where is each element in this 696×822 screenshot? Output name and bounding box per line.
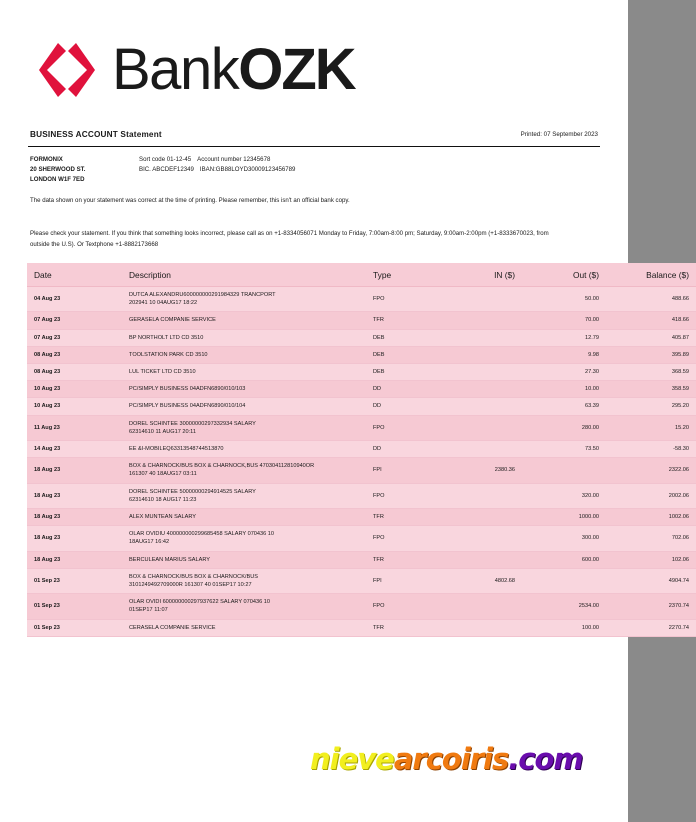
- cell-date: 11 Aug 23: [27, 415, 111, 440]
- cell-out: 12.79: [522, 329, 606, 346]
- cell-date: 18 Aug 23: [27, 458, 111, 483]
- cell-type: FPI: [366, 568, 440, 593]
- cell-date: 14 Aug 23: [27, 441, 111, 458]
- cell-date: 04 Aug 23: [27, 287, 111, 312]
- cell-in: [440, 619, 522, 636]
- cell-balance: 2370.74: [606, 594, 696, 619]
- watermark-part-2: arcoiris: [393, 742, 509, 776]
- cell-description: [111, 381, 366, 398]
- cell-out: 27.30: [522, 364, 606, 381]
- cell-out: 1000.00: [522, 509, 606, 526]
- bank-logo: [36, 37, 355, 102]
- cell-in: [440, 441, 522, 458]
- cell-out: 100.00: [522, 619, 606, 636]
- address-line-2: 20 SHERWOOD ST.: [30, 166, 86, 174]
- cell-balance: 2270.74: [606, 619, 696, 636]
- address-line-3: LONDON W1F 7ED: [30, 176, 85, 184]
- description-line-2: 161307 40 18AUG17 03:11: [129, 471, 197, 478]
- cell-type: FPO: [366, 526, 440, 551]
- description-line-2: 202941 10 04AUG17 18:22: [129, 300, 198, 307]
- cell-in: [440, 415, 522, 440]
- table-row: [27, 568, 696, 593]
- cell-date: 08 Aug 23: [27, 346, 111, 363]
- description-line-1: DOREL SCHINTEE 30000000297332934 SALARY: [129, 420, 256, 427]
- cell-date: 18 Aug 23: [27, 551, 111, 568]
- cell-out: [522, 568, 606, 593]
- cell-balance: 1002.06: [606, 509, 696, 526]
- description-line-1: BOX & CHARNOCK/BUS BOX & CHARNOCK,BUS 470304112810940OR: [129, 463, 315, 470]
- cell-type: TFR: [366, 509, 440, 526]
- cell-type: TFR: [366, 619, 440, 636]
- cell-balance: 2002.06: [606, 483, 696, 508]
- cell-type: DD: [366, 441, 440, 458]
- table-row: [27, 619, 696, 636]
- cell-description: [111, 364, 366, 381]
- cell-description: [111, 287, 366, 312]
- table-row: [27, 526, 696, 551]
- description-line-1: PC/SIMPLY BUSINESS 04ADFN6890/010/104: [129, 403, 246, 410]
- description-line-1: BERCULEAN MARIUS SALARY: [129, 556, 211, 563]
- account-number: Account number 12345678: [197, 156, 271, 163]
- cell-in: [440, 381, 522, 398]
- cell-out: 300.00: [522, 526, 606, 551]
- cell-description: [111, 329, 366, 346]
- column-header-date: Date: [27, 263, 111, 287]
- table-row: [27, 312, 696, 329]
- description-line-1: TOOLSTATION PARK CD 3510: [129, 351, 208, 358]
- description-line-2: 62314610 11 AUG17 20:11: [129, 428, 196, 435]
- table-row: [27, 364, 696, 381]
- bic-iban-line: [139, 165, 295, 175]
- description-line-2: 3101249492709000R 161307 40 01SEP17 10:27: [129, 582, 252, 589]
- cell-balance: 295.20: [606, 398, 696, 415]
- site-watermark: [310, 742, 583, 776]
- table-row: [27, 483, 696, 508]
- address-line-1: FORMONIX: [30, 156, 63, 163]
- logo-bank-text: Bank: [112, 37, 239, 102]
- table-header-row: [27, 263, 696, 287]
- description-line-1: LUL TICKET LTD CD 3510: [129, 369, 196, 376]
- cell-in: [440, 526, 522, 551]
- cell-in: [440, 398, 522, 415]
- cell-date: 18 Aug 23: [27, 509, 111, 526]
- table-row: [27, 551, 696, 568]
- cell-type: FPO: [366, 483, 440, 508]
- description-line-1: OLAR OVIDIU 400000000299685458 SALARY 070436 10: [129, 531, 275, 538]
- cell-balance: 15.20: [606, 415, 696, 440]
- cell-type: TFR: [366, 312, 440, 329]
- cell-description: [111, 415, 366, 440]
- cell-date: 01 Sep 23: [27, 594, 111, 619]
- description-line-1: BP NORTHOLT LTD CD 3510: [129, 334, 204, 341]
- cell-in: 2380.36: [440, 458, 522, 483]
- cell-type: FPO: [366, 594, 440, 619]
- iban-value: IBAN:GB88LOYD30009123456789: [199, 166, 296, 174]
- cell-description: [111, 312, 366, 329]
- cell-type: FPO: [366, 415, 440, 440]
- cell-type: DD: [366, 398, 440, 415]
- table-body: [27, 287, 696, 637]
- cell-out: 280.00: [522, 415, 606, 440]
- cell-balance: 102.06: [606, 551, 696, 568]
- cell-date: 07 Aug 23: [27, 329, 111, 346]
- cell-balance: 702.06: [606, 526, 696, 551]
- cell-description: [111, 619, 366, 636]
- description-line-2: 18AUG17 16:42: [129, 539, 170, 546]
- cell-out: 50.00: [522, 287, 606, 312]
- cell-balance: 358.59: [606, 381, 696, 398]
- description-line-1: EE &I-MOBILEQ63313548744513870: [129, 446, 224, 453]
- cell-in: [440, 483, 522, 508]
- column-header-in: IN ($): [440, 263, 522, 287]
- cell-balance: 4904.74: [606, 568, 696, 593]
- cell-description: [111, 441, 366, 458]
- cell-out: 9.98: [522, 346, 606, 363]
- logo-ozk-text: OZK: [238, 37, 355, 102]
- cell-date: 01 Sep 23: [27, 568, 111, 593]
- cell-type: TFR: [366, 551, 440, 568]
- description-line-2: 62314610 18 AUG17 11:23: [129, 496, 197, 503]
- description-line-1: DOREL SCHINTEE 50000000294914525 SALARY: [129, 488, 256, 495]
- cell-balance: -58.30: [606, 441, 696, 458]
- sort-code: Sort code 01-12-45: [139, 156, 192, 163]
- description-line-2: 01SEP17 11:07: [129, 607, 168, 614]
- table-row: [27, 287, 696, 312]
- cell-in: [440, 329, 522, 346]
- description-line-1: DUTCA ALEXANDRU600000000291984329 TRANCPORT: [129, 292, 276, 298]
- cell-out: [522, 458, 606, 483]
- disclaimer-note: The data shown on your statement was correct at the time of printing. Please remember, this isn't an official bank copy.: [30, 197, 350, 204]
- header-divider: [28, 146, 600, 147]
- cell-out: 320.00: [522, 483, 606, 508]
- description-line-1: GERASELA COMPANIE SERVICE: [129, 317, 216, 324]
- cell-balance: 405.87: [606, 329, 696, 346]
- cell-date: 10 Aug 23: [27, 398, 111, 415]
- table-row: [27, 509, 696, 526]
- cell-balance: 368.59: [606, 364, 696, 381]
- cell-type: DEB: [366, 329, 440, 346]
- cell-description: [111, 568, 366, 593]
- cell-out: 63.39: [522, 398, 606, 415]
- cell-in: [440, 551, 522, 568]
- cell-in: [440, 364, 522, 381]
- description-line-1: PC/SIMPLY BUSINESS 04ADFN6890/010/103: [129, 386, 246, 393]
- cell-balance: 2322.06: [606, 458, 696, 483]
- description-line-1: OLAR OVIDI 600000000297937622 SALARY 070436 10: [129, 599, 270, 606]
- statement-title: BUSINESS ACCOUNT Statement: [30, 130, 162, 139]
- watermark-part-1: nieve: [310, 742, 394, 776]
- cell-description: [111, 509, 366, 526]
- cell-date: 07 Aug 23: [27, 312, 111, 329]
- table-row: [27, 381, 696, 398]
- cell-type: DD: [366, 381, 440, 398]
- column-header-description: Description: [111, 263, 366, 287]
- cell-type: DEB: [366, 346, 440, 363]
- table-row: [27, 415, 696, 440]
- chevron-pair-icon: [36, 41, 98, 99]
- cell-in: [440, 346, 522, 363]
- cell-balance: 395.89: [606, 346, 696, 363]
- table-row: [27, 594, 696, 619]
- account-details: [139, 155, 295, 175]
- table-row: [27, 458, 696, 483]
- cell-balance: 418.66: [606, 312, 696, 329]
- cell-out: 600.00: [522, 551, 606, 568]
- table-row: [27, 329, 696, 346]
- cell-type: FPO: [366, 287, 440, 312]
- cell-description: [111, 483, 366, 508]
- cell-out: 70.00: [522, 312, 606, 329]
- cell-description: [111, 346, 366, 363]
- cell-date: 01 Sep 23: [27, 619, 111, 636]
- table-row: [27, 346, 696, 363]
- cell-in: 4802.68: [440, 568, 522, 593]
- cell-out: 10.00: [522, 381, 606, 398]
- cell-type: DEB: [366, 364, 440, 381]
- cell-date: 10 Aug 23: [27, 381, 111, 398]
- cell-in: [440, 509, 522, 526]
- column-header-balance: Balance ($): [606, 263, 696, 287]
- column-header-type: Type: [366, 263, 440, 287]
- contact-note: Please check your statement. If you think that something looks incorrect, please call as on +1-8334056071 Monday to Friday, 7:00am-8:00 pm; Saturday, 9:00am-2:00pm (+1-8333670023, from outside the U.S). Or Textphone +1-8882173668: [30, 230, 549, 248]
- customer-address: [30, 155, 85, 186]
- cell-out: 73.50: [522, 441, 606, 458]
- cell-date: 18 Aug 23: [27, 483, 111, 508]
- cell-description: [111, 398, 366, 415]
- cell-date: 08 Aug 23: [27, 364, 111, 381]
- logo-wordmark: [112, 37, 355, 102]
- table-row: [27, 398, 696, 415]
- cell-balance: 488.66: [606, 287, 696, 312]
- cell-description: [111, 594, 366, 619]
- cell-description: [111, 458, 366, 483]
- cell-description: [111, 526, 366, 551]
- cell-in: [440, 287, 522, 312]
- description-line-1: CERASELA COMPANIE SERVICE: [129, 624, 216, 631]
- description-line-1: BOX & CHARNOCK/BUS BOX & CHARNOCK/BUS: [129, 573, 258, 580]
- column-header-out: Out ($): [522, 263, 606, 287]
- cell-date: 18 Aug 23: [27, 526, 111, 551]
- cell-in: [440, 312, 522, 329]
- table-row: [27, 441, 696, 458]
- sort-code-line: [139, 155, 295, 165]
- bic-value: BIC. ABCDEF12349: [139, 166, 194, 174]
- cell-description: [111, 551, 366, 568]
- cell-type: FPI: [366, 458, 440, 483]
- printed-date: Printed: 07 September 2023: [520, 131, 598, 138]
- cell-in: [440, 594, 522, 619]
- description-line-1: ALEX MUNTEAN SALARY: [129, 514, 197, 521]
- watermark-part-3: .com: [508, 742, 583, 776]
- transactions-table: [27, 263, 696, 637]
- cell-out: 2534.00: [522, 594, 606, 619]
